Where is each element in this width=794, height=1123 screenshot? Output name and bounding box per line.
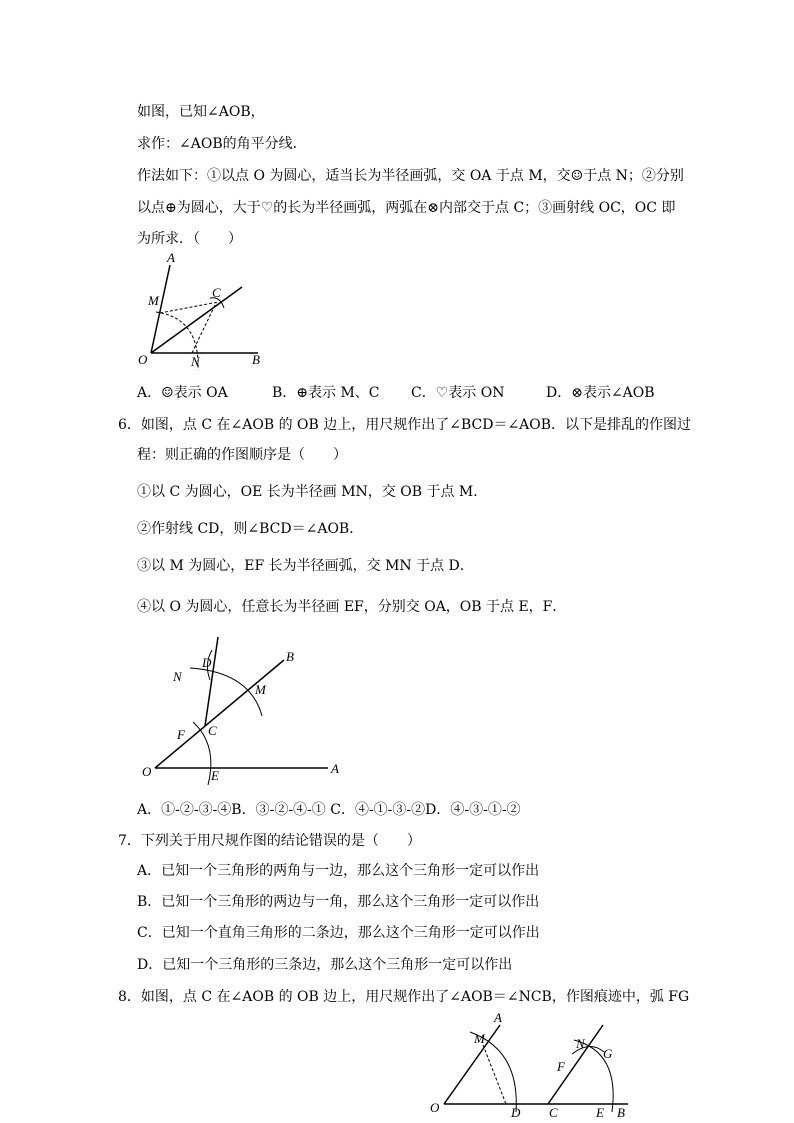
q6-label-b: B <box>286 649 294 664</box>
q7-option-b: B．已知一个三角形的两边与一角，那么这个三角形一定可以作出 <box>137 894 540 910</box>
q5-line5: 为所求．（ ） <box>137 231 242 247</box>
q6-label-n: N <box>173 669 182 684</box>
q7-option-d: D．已知一个三角形的三条边，那么这个三角形一定可以作出 <box>137 957 513 973</box>
q7-option-c: C．已知一个直角三角形的二条边，那么这个三角形一定可以作出 <box>137 925 540 941</box>
q8-ray-oa <box>444 1025 500 1104</box>
q6-step1: ①以 C 为圆心，OE 长为半径画 MN，交 OB 于点 M． <box>137 484 488 500</box>
q6-step4: ④以 O 为圆心，任意长为半径画 EF，分别交 OA，OB 于点 E，F． <box>137 599 567 615</box>
q5-option-d: D．⊗表示∠AOB <box>546 385 655 401</box>
q6-label-a: A <box>331 761 339 776</box>
q7-option-a: A．已知一个三角形的两角与一边，那么这个三角形一定可以作出 <box>137 863 540 879</box>
q5-option-b: B．⊕表示 M、C <box>272 385 380 401</box>
q6-label-c: C <box>208 723 217 738</box>
q6-label-f: F <box>177 727 185 742</box>
q5-label-n: N <box>191 354 200 369</box>
q8-label-a: A <box>494 1010 502 1025</box>
q7-stem: 7．下列关于用尺规作图的结论错误的是（ ） <box>118 833 421 849</box>
q8-label-c: C <box>549 1105 558 1120</box>
q5-line2: 求作：∠AOB的角平分线． <box>137 136 307 152</box>
q8-dash-md <box>483 1045 506 1104</box>
q8-label-f: F <box>557 1059 565 1074</box>
q5-line4: 以点⊕为圆心，大于♡的长为半径画弧，两弧在⊗内部交于点 C；③画射线 OC，OC 即 <box>137 200 676 216</box>
q8-label-e: E <box>596 1105 604 1120</box>
q6-step3: ③以 M 为圆心，EF 长为半径画弧，交 MN 于点 D． <box>137 558 474 574</box>
q8-label-d: D <box>511 1105 521 1120</box>
q5-label-m: M <box>148 293 159 308</box>
q6-label-d: D <box>202 655 212 670</box>
q5-line3: 作法如下：①以点 O 为圆心，适当长为半径画弧，交 OA 于点 M，交☺于点 N；②分别 <box>137 168 684 184</box>
q8-label-m: M <box>474 1031 485 1046</box>
q8-label-g: G <box>603 1046 613 1061</box>
q6-options: A．①-②-③-④B．③-②-④-① C．④-①-③-②D．④-③-①-② <box>137 802 521 818</box>
q5-label-c: C <box>212 285 221 300</box>
q8-label-o: O <box>430 1100 440 1115</box>
q8-stem: 8．如图，点 C 在∠AOB 的 OB 边上，用尺规作出了∠AOB＝∠NCB，作图痕迹中，弧 FG <box>118 989 690 1005</box>
q8-label-n: N <box>576 1036 585 1051</box>
q6-label-o: O <box>142 764 152 779</box>
q6-label-e: E <box>211 768 219 783</box>
q5-label-a: A <box>167 250 175 265</box>
q8-label-b: B <box>617 1105 625 1120</box>
q6-line1: 6．如图，点 C 在∠AOB 的 OB 边上，用尺规作出了∠BCD＝∠AOB．以下是排乱的作图过 <box>118 417 692 433</box>
q5-label-o: O <box>138 352 148 367</box>
q5-label-b: B <box>252 352 260 367</box>
q6-step2: ②作射线 CD，则∠BCD＝∠AOB． <box>137 521 364 537</box>
q5-option-a: A．☺表示 OA <box>137 385 228 401</box>
q5-line1: 如图，已知∠AOB， <box>137 104 265 120</box>
q5-option-c: C．♡表示 ON <box>411 385 505 401</box>
q6-line2: 程：则正确的作图顺序是（ ） <box>137 447 347 463</box>
q6-label-m: M <box>255 682 266 697</box>
